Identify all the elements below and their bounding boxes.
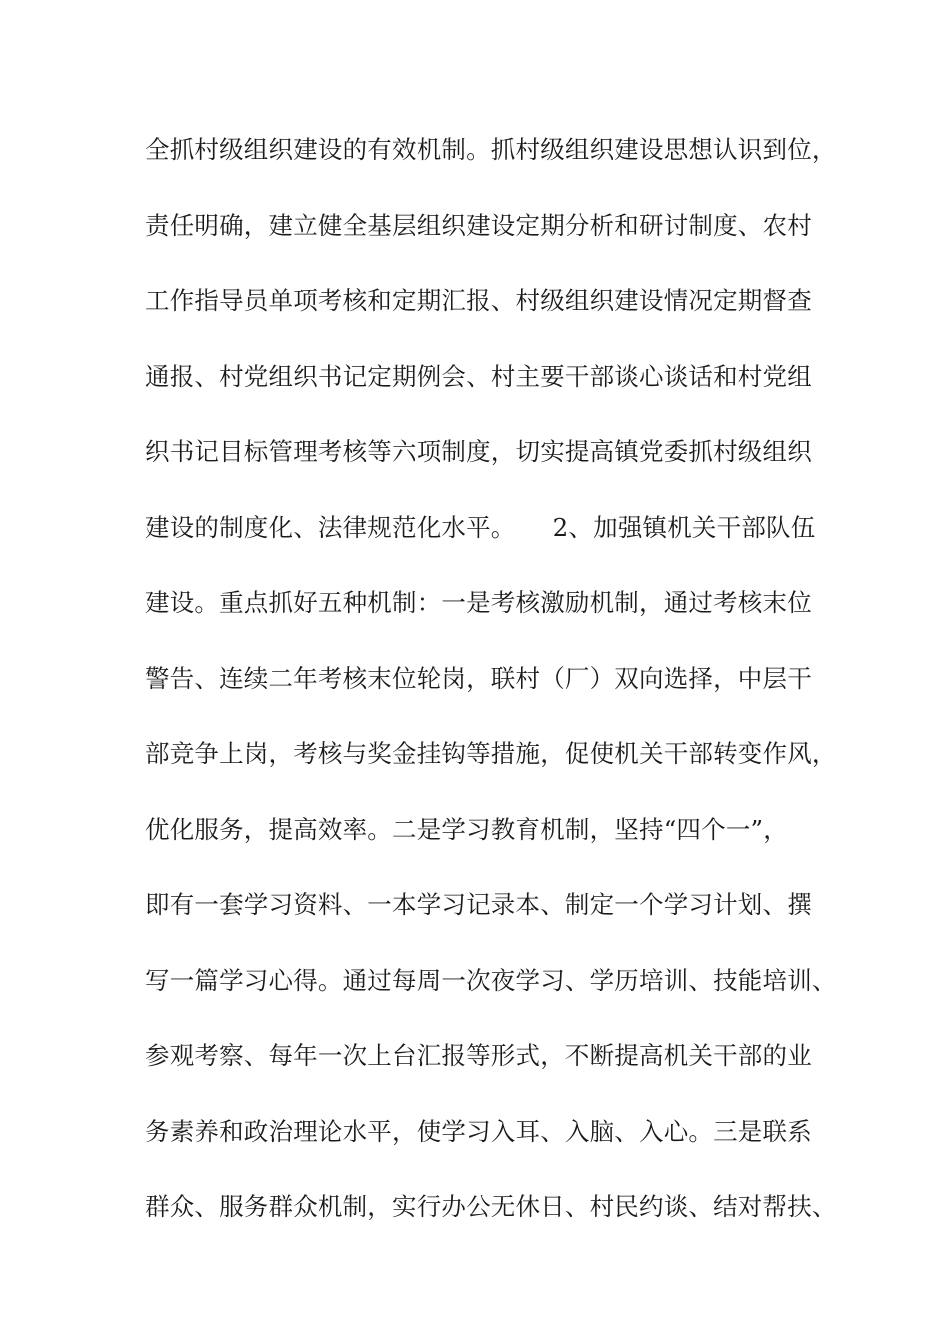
text-line: 优化服务，提高效率。二是学习教育机制，坚持“四个一”， [145,814,788,844]
text-line: 警告、连续二年考核末位轮岗，联村（厂）双向选择，中层干 [145,663,812,693]
text-line: 责任明确，建立健全基层组织建设定期分析和研讨制度、农村 [145,210,812,240]
text-line: 群众、服务群众机制，实行办公无休日、村民约谈、结对帮扶、 [145,1192,837,1221]
text-line: 工作指导员单项考核和定期汇报、村级组织建设情况定期督查 [145,286,812,315]
text-line: 全抓村级组织建设的有效机制。抓村级组织建设思想认识到位， [145,135,837,164]
text-line: 即有一套学习资料、一本学习记录本、制定一个学习计划、撰 [145,890,812,919]
body-text [145,128,835,1261]
text-line: 建设的制度化、法律规范化水平。 2、加强镇机关干部队伍 [145,512,816,542]
text-line: 通报、村党组织书记定期例会、村主要干部谈心谈话和村党组 [145,361,812,391]
text-line: 部竞争上岗，考核与奖金挂钩等措施，促使机关干部转变作风， [145,739,837,768]
text-line: 务素养和政治理论水平，使学习入耳、入脑、入心。三是联系 [145,1116,812,1146]
text-line: 建设。重点抓好五种机制：一是考核激励机制，通过考核末位 [145,588,812,617]
text-line: 织书记目标管理考核等六项制度，切实提高镇党委抓村级组织 [145,437,812,466]
text-line: 参观考察、每年一次上台汇报等形式，不断提高机关干部的业 [145,1041,812,1070]
text-line: 写一篇学习心得。通过每周一次夜学习、学历培训、技能培训、 [145,965,837,995]
